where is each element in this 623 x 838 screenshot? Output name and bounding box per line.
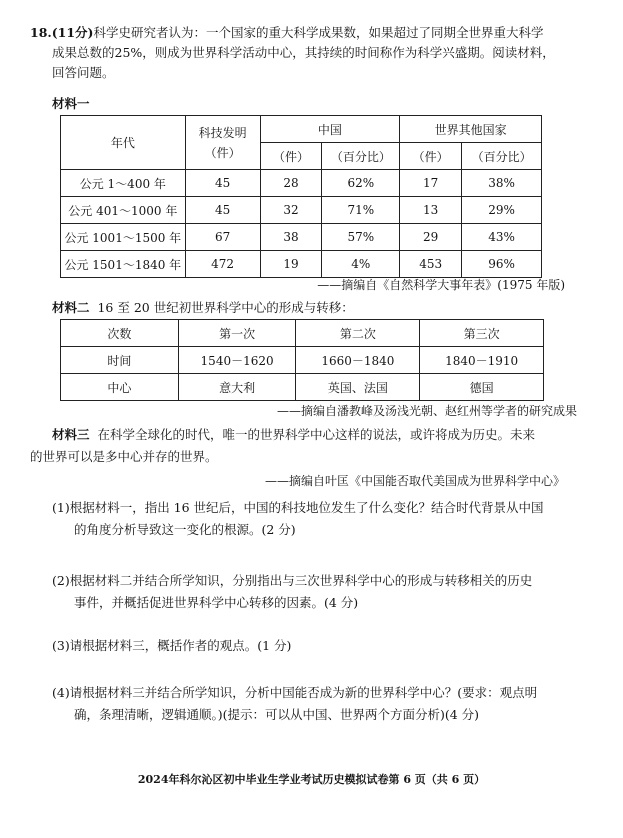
question-number: 18.(11分) xyxy=(30,25,94,40)
header-others: 世界其他国家 xyxy=(400,116,542,143)
material3-line-1 xyxy=(52,426,535,444)
subheader-cn-count: （件） xyxy=(260,143,322,170)
cell-cn: 28 xyxy=(260,170,322,197)
subquestion-3-line-1: (3)请根据材料三，概括作者的观点。(1 分) xyxy=(52,638,292,653)
subheader-ot-percent: （百分比） xyxy=(462,143,542,170)
subheader-cn-percent: （百分比） xyxy=(322,143,400,170)
table-header-row xyxy=(61,320,544,347)
subquestion-2-line-1: (2)根据材料二并结合所学知识，分别指出与三次世界科学中心的形成与转移相关的历史 xyxy=(52,573,533,588)
material1-label: 材料一 xyxy=(52,96,90,111)
cell-ot-pct: 29% xyxy=(462,197,542,224)
material3-text-1: 在科学全球化的时代，唯一的世界科学中心这样的说法，或许将成为历史。未来 xyxy=(97,427,535,442)
header-china: 中国 xyxy=(260,116,400,143)
subquestion-1-line-1: (1)根据材料一，指出 16 世纪后，中国的科技地位发生了什么变化？结合时代背景从中国 xyxy=(52,500,544,515)
cell-center-1: 意大利 xyxy=(178,374,296,401)
header-inventions xyxy=(185,116,260,170)
cell-ot: 453 xyxy=(400,251,462,278)
table-row xyxy=(61,197,542,224)
material1-table xyxy=(60,115,542,278)
material2-heading xyxy=(52,298,354,316)
header-count: 次数 xyxy=(61,320,179,347)
cell-time-3: 1840－1910 xyxy=(420,347,544,374)
table-row xyxy=(61,347,544,374)
material3-source: ——摘编自叶匡《中国能否取代美国成为世界科学中心》 xyxy=(264,474,565,488)
cell-era: 公元 401～1000 年 xyxy=(61,197,186,224)
row-label-center: 中心 xyxy=(61,374,179,401)
row-label-time: 时间 xyxy=(61,347,179,374)
header-third: 第三次 xyxy=(420,320,544,347)
material3-text-2: 的世界可以是多中心并存的世界。 xyxy=(30,449,218,464)
header-era: 年代 xyxy=(61,116,186,170)
material2-source: ——摘编自潘教峰及汤浅光朝、赵红州等学者的研究成果 xyxy=(276,404,577,418)
cell-cn: 32 xyxy=(260,197,322,224)
table-row xyxy=(61,170,542,197)
cell-center-2: 英国、法国 xyxy=(296,374,420,401)
cell-total: 67 xyxy=(185,224,260,251)
cell-center-3: 德国 xyxy=(420,374,544,401)
cell-cn-pct: 4% xyxy=(322,251,400,278)
header-inventions-label: 科技发明 xyxy=(198,125,247,140)
subquestion-2-line-2: 事件，并概括促进世界科学中心转移的因素。(4 分) xyxy=(74,595,359,610)
cell-time-2: 1660－1840 xyxy=(296,347,420,374)
header-second: 第二次 xyxy=(296,320,420,347)
cell-total: 45 xyxy=(185,170,260,197)
material2-label: 材料二 xyxy=(52,300,90,315)
table-row xyxy=(61,374,544,401)
material2-table xyxy=(60,319,544,401)
question-intro-line-1: 科学史研究者认为：一个国家的重大科学成果数，如果超过了同期全世界重大科学 xyxy=(93,25,544,40)
material1-source: ——摘编自《自然科学大事年表》(1975 年版) xyxy=(317,278,565,292)
subquestion-4-line-2: 确，条理清晰，逻辑通顺。)(提示：可以从中国、世界两个方面分析)(4 分) xyxy=(74,707,480,722)
cell-cn-pct: 71% xyxy=(322,197,400,224)
cell-era: 公元 1501～1840 年 xyxy=(61,251,186,278)
cell-ot: 17 xyxy=(400,170,462,197)
subheader-ot-count: （件） xyxy=(400,143,462,170)
cell-cn: 19 xyxy=(260,251,322,278)
header-inventions-unit: （件） xyxy=(204,145,241,160)
question-intro-line-3: 回答问题。 xyxy=(52,65,115,80)
cell-ot-pct: 38% xyxy=(462,170,542,197)
cell-ot-pct: 96% xyxy=(462,251,542,278)
header-first: 第一次 xyxy=(178,320,296,347)
cell-era: 公元 1001～1500 年 xyxy=(61,224,186,251)
question-intro-line-2: 成果总数的25%，则成为世界科学活动中心，其持续的时间称作为科学兴盛期。阅读材料， xyxy=(52,45,555,60)
cell-total: 472 xyxy=(185,251,260,278)
cell-cn-pct: 57% xyxy=(322,224,400,251)
material3-label: 材料三 xyxy=(52,427,90,442)
material2-title: 16 至 20 世纪初世界科学中心的形成与转移： xyxy=(97,300,354,315)
cell-era: 公元 1～400 年 xyxy=(61,170,186,197)
cell-ot-pct: 43% xyxy=(462,224,542,251)
subquestion-1-line-2: 的角度分析导致这一变化的根源。(2 分) xyxy=(74,522,296,537)
cell-total: 45 xyxy=(185,197,260,224)
cell-cn-pct: 62% xyxy=(322,170,400,197)
cell-ot: 29 xyxy=(400,224,462,251)
subquestion-4-line-1: (4)请根据材料三并结合所学知识，分析中国能否成为新的世界科学中心？(要求：观点明 xyxy=(52,685,538,700)
cell-ot: 13 xyxy=(400,197,462,224)
cell-time-1: 1540－1620 xyxy=(178,347,296,374)
table-row xyxy=(61,251,542,278)
table-header-row xyxy=(61,116,542,143)
cell-cn: 38 xyxy=(260,224,322,251)
table-row xyxy=(61,224,542,251)
question-intro xyxy=(30,24,544,42)
page-footer: 2024年科尔沁区初中毕业生学业考试历史模拟试卷第 6 页（共 6 页） xyxy=(137,773,486,786)
